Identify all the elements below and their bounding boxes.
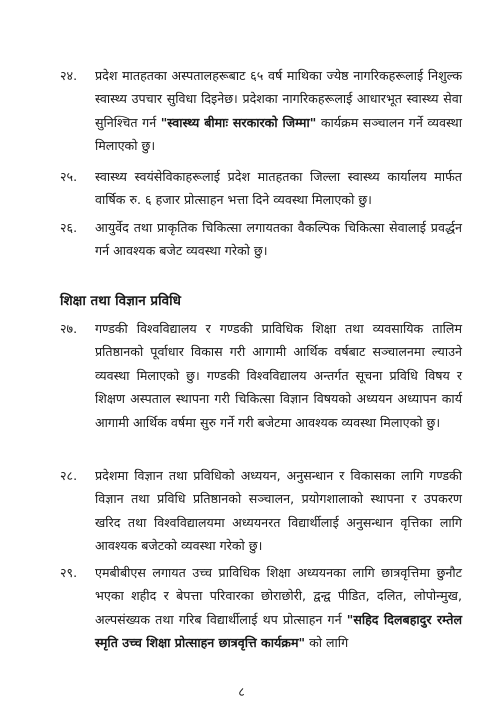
bold-program-name: "स्वास्थ्य बीमाः सरकारको जिम्मा" bbox=[160, 114, 317, 130]
paragraph-number: २८. bbox=[60, 468, 78, 483]
bold-program-name: "सहिद दिलबहादुर रम्तेल स्मृति उच्च शिक्षा प्रोत्साहन छात्रवृत्ति कार्यक्रम" bbox=[95, 611, 462, 651]
paragraph-28 bbox=[60, 464, 462, 558]
paragraph-number: २९. bbox=[60, 565, 78, 580]
paragraph-text: आयुर्वेद तथा प्राकृतिक चिकित्सा लगायतका वैकल्पिक चिकित्सा सेवालाई प्रवर्द्धन गर्न आवश्यक बजेट व्यवस्था गरेको छु। bbox=[95, 220, 462, 259]
paragraph-text: प्रदेशमा विज्ञान तथा प्रविधिको अध्ययन, अनुसन्धान र विकासका लागि गण्डकी विज्ञान तथा प्रविधि प्रतिष्ठानको सञ्चालन, प्रयोगशालाको स्थापना र उपकरण खरिद तथा विश्वविद्यालयमा अध्ययनरत विद्यार्थीलाई अनुसन्धान वृत्तिका लागि आवश्यक बजेटको व्यवस्था गरेको छु। bbox=[95, 468, 462, 554]
section-heading: शिक्षा तथा विज्ञान प्रविधि bbox=[60, 293, 181, 309]
paragraph-24 bbox=[60, 64, 462, 158]
paragraph-29 bbox=[60, 561, 462, 655]
paragraph-number: २४. bbox=[60, 68, 78, 83]
paragraph-number: २७. bbox=[60, 321, 78, 336]
paragraph-26 bbox=[60, 216, 462, 263]
paragraph-text: स्वास्थ्य स्वयंसेविकाहरूलाई प्रदेश मातहतका जिल्ला स्वास्थ्य कार्यालय मार्फत वार्षिक रु. ६ हजार प्रोत्साहन भत्ता दिने व्यवस्था मिलाएको छु। bbox=[95, 169, 462, 208]
paragraph-27 bbox=[60, 317, 462, 434]
paragraph-text: गण्डकी विश्वविद्यालय र गण्डकी प्राविधिक शिक्षा तथा व्यवसायिक तालिम प्रतिष्ठानको पूर्वाधार विकास गरी आगामी आर्थिक वर्षबाट सञ्चालनमा ल्याउने व्यवस्था मिलाएको छु। गण्डकी विश्वविद्यालय अन्तर्गत सूचना प्रविधि विषय र शिक्षण अस्पताल स्थापना गरी चिकित्सा विज्ञान विषयको अध्ययन अध्यापन कार्य आगामी आर्थिक वर्षमा सुरु गर्ने गरी बजेटमा आवश्यक व्यवस्था मिलाएको छु। bbox=[95, 321, 462, 430]
paragraph-number: २६. bbox=[60, 220, 78, 235]
paragraph-25 bbox=[60, 165, 462, 212]
paragraph-text: एमबीबीएस लगायत उच्च प्राविधिक शिक्षा अध्ययनका लागि छात्रवृत्तिमा छुनौट भएका शहीद र बेपत्ता परिवारका छोराछोरी, द्वन्द्व पीडित, दलित, लोपोन्मुख, अल्पसंख्यक तथा गरिब विद्यार्थीलाई थप प्रोत्साहन गर्न "सहिद दिलबहादुर रम्तेल स्मृति उच्च शिक्षा प्रोत्साहन छात्रवृत्ति कार्यक्रम" को लागि bbox=[95, 565, 462, 651]
paragraph-number: २५. bbox=[60, 169, 78, 184]
page-number: ८ bbox=[238, 684, 245, 699]
paragraph-text: प्रदेश मातहतका अस्पतालहरूबाट ६५ वर्ष माथिका ज्येष्ठ नागरिकहरूलाई निशुल्क स्वास्थ्य उपचार सुविधा दिइनेछ। प्रदेशका नागरिकहरूलाई आधारभूत स्वास्थ्य सेवा सुनिश्चित गर्न "स्वास्थ्य बीमाः सरकारको जिम्मा" कार्यक्रम सञ्चालन गर्ने व्यवस्था मिलाएको छु। bbox=[95, 68, 462, 154]
